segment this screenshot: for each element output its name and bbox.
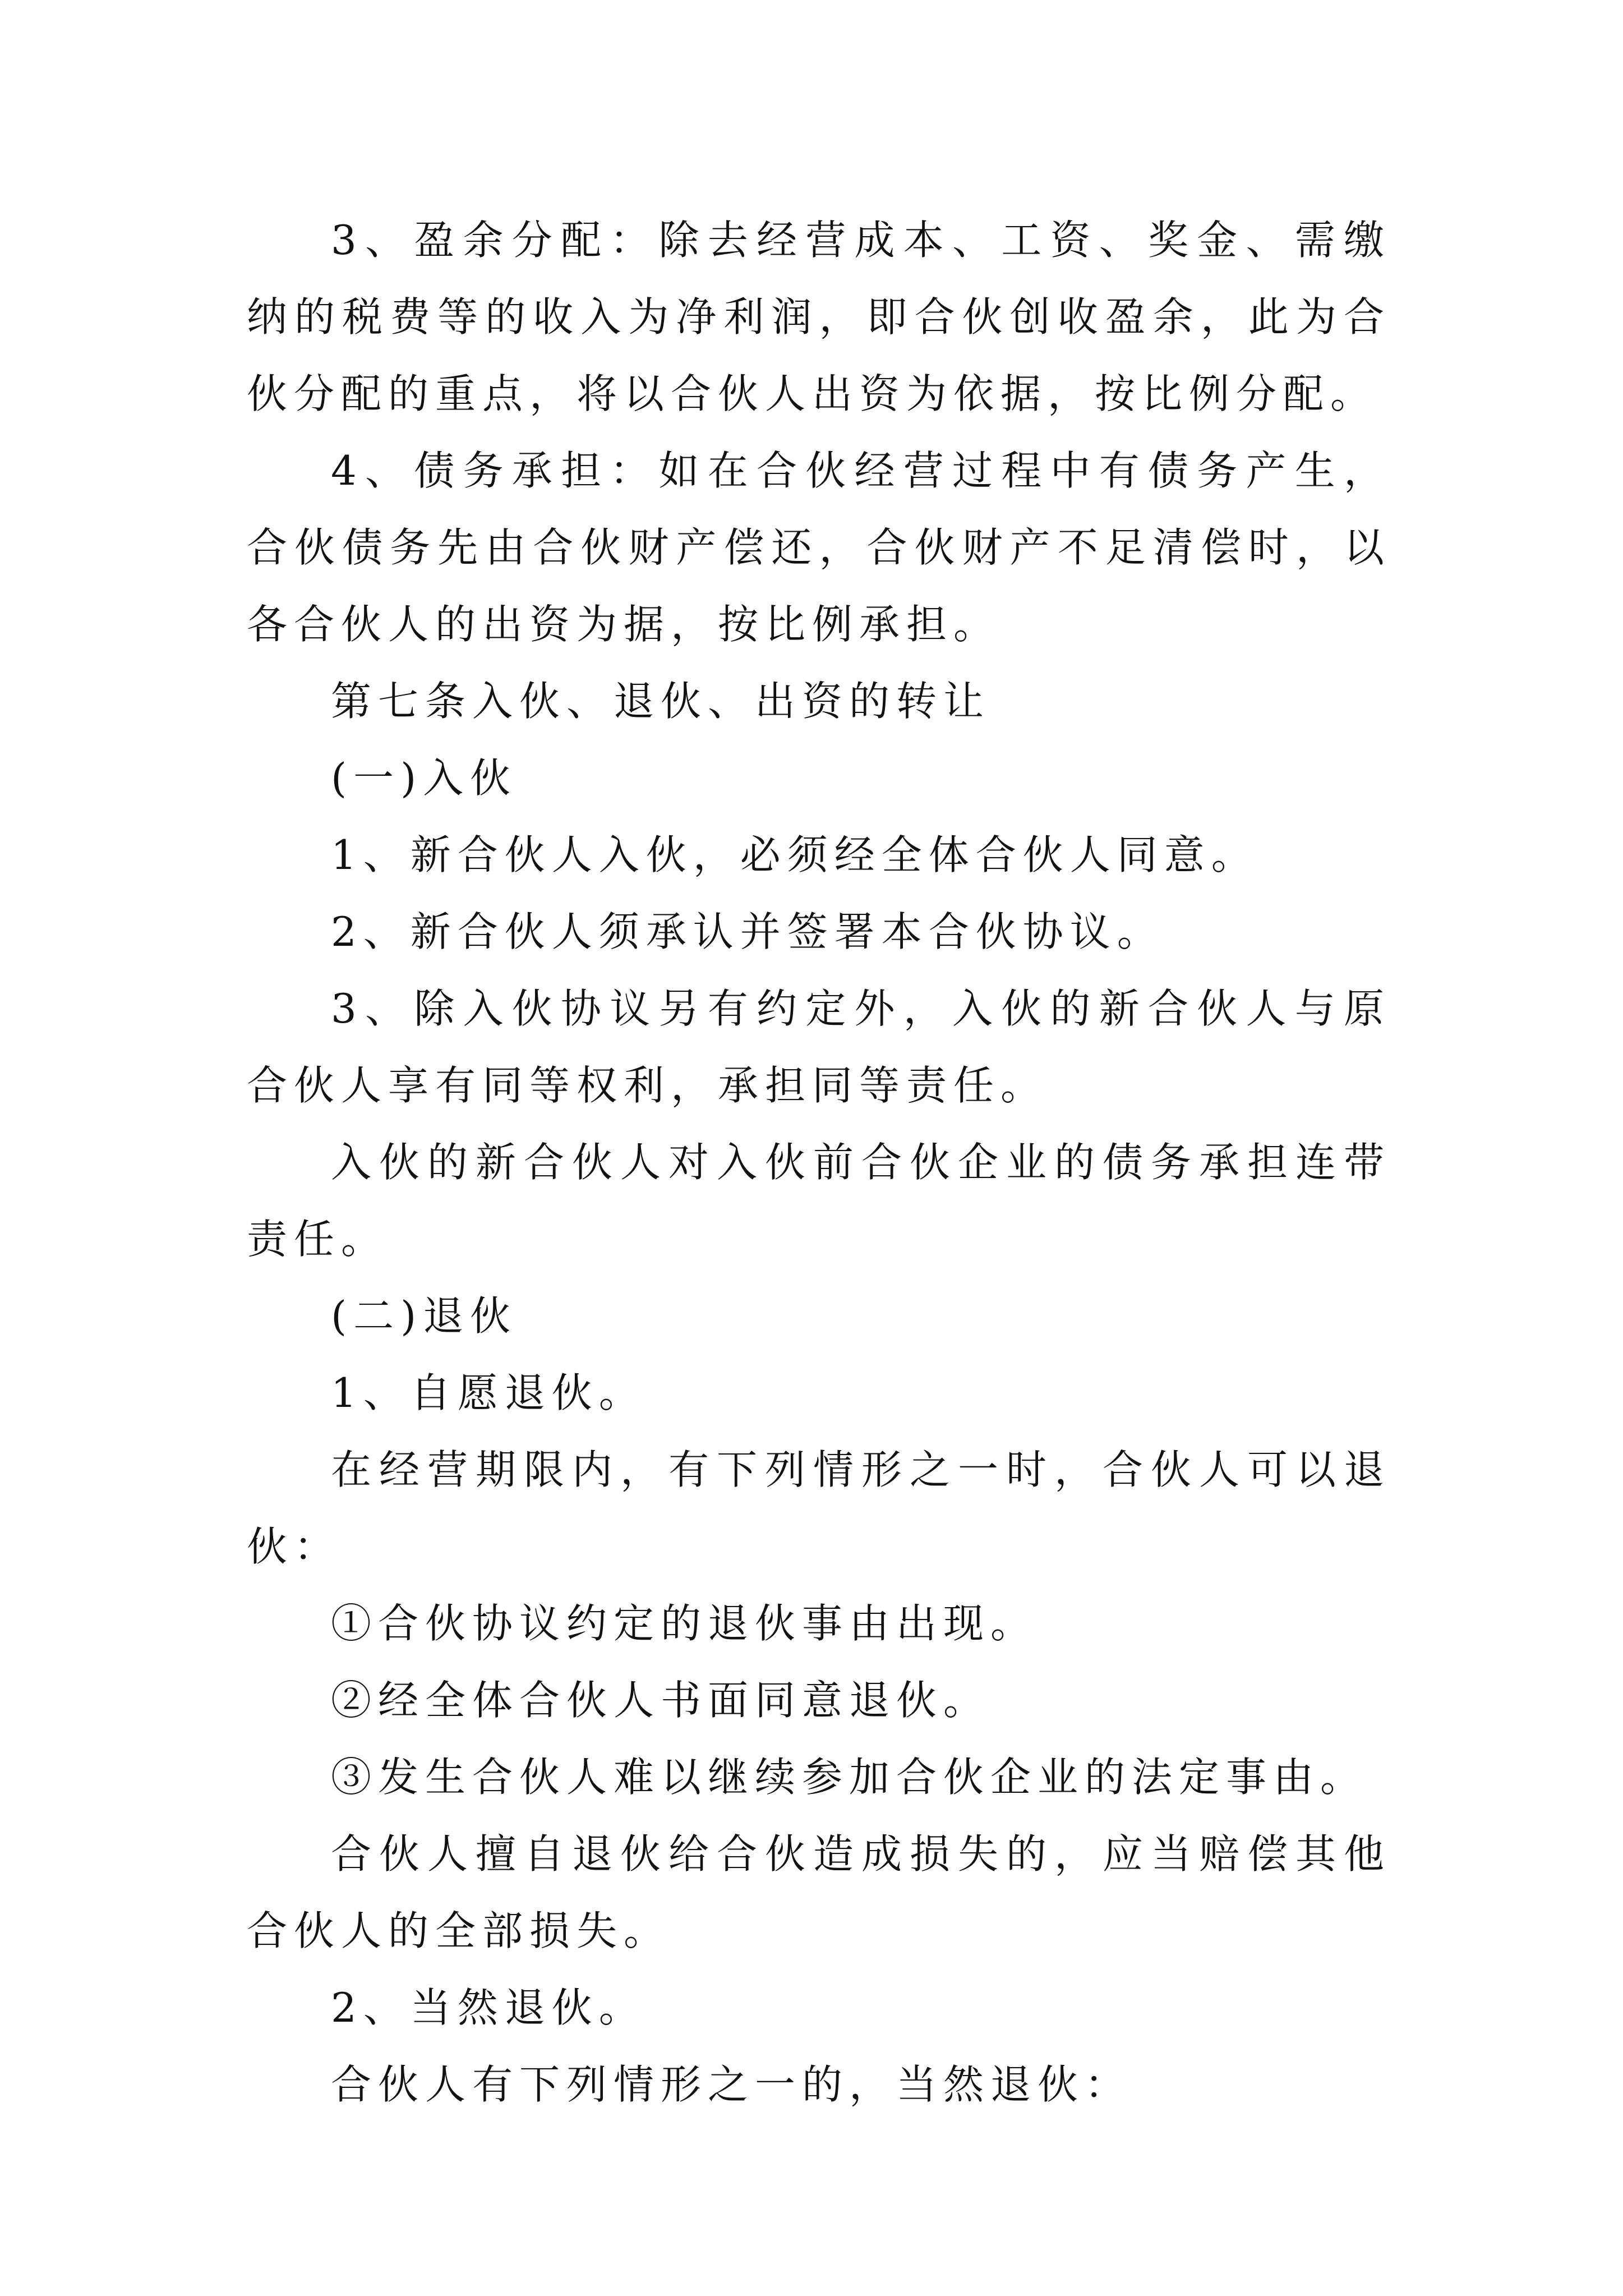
paragraph-admission-rights: 3、除入伙协议另有约定外，入伙的新合伙人与原合伙人享有同等权利，承担同等责任。	[247, 985, 1391, 1109]
paragraph-surplus-distribution: 3、盈余分配：除去经营成本、工资、奖金、需缴纳的税费等的收入为净利润，即合伙创收盈余，此为合伙分配的重点，将以合伙人出资为依据，按比例分配。	[247, 217, 1391, 417]
paragraph-admission-sign: 2、新合伙人须承认并签署本合伙协议。	[331, 908, 1164, 955]
document-body	[247, 202, 1391, 2123]
paragraph-voluntary-withdrawal: 1、自愿退伙。	[331, 1369, 646, 1416]
list-item-condition-2: ②经全体合伙人书面同意退伙。	[331, 1677, 991, 1724]
paragraph-withdrawal-conditions: 在经营期限内，有下列情形之一时，合伙人可以退伙：	[247, 1446, 1391, 1570]
article-seven-heading: 第七条入伙、退伙、出资的转让	[331, 678, 991, 725]
paragraph-automatic-withdrawal: 2、当然退伙。	[331, 1984, 646, 2031]
section-withdrawal-heading: (二)退伙	[331, 1292, 518, 1340]
paragraph-unauthorized-withdrawal: 合伙人擅自退伙给合伙造成损失的，应当赔偿其他合伙人的全部损失。	[247, 1830, 1391, 1954]
paragraph-admission-consent: 1、新合伙人入伙，必须经全体合伙人同意。	[331, 831, 1258, 878]
section-admission-heading: (一)入伙	[331, 754, 518, 802]
paragraph-debt-bearing: 4、债务承担：如在合伙经营过程中有债务产生，合伙债务先由合伙财产偿还，合伙财产不足清偿时，以各合伙人的出资为据，按比例承担。	[247, 447, 1391, 648]
paragraph-admission-liability: 入伙的新合伙人对入伙前合伙企业的债务承担连带责任。	[247, 1139, 1391, 1263]
list-item-condition-1: ①合伙协议约定的退伙事由出现。	[331, 1600, 1038, 1647]
paragraph-automatic-conditions: 合伙人有下列情形之一的，当然退伙：	[331, 2061, 1132, 2108]
list-item-condition-3: ③发生合伙人难以继续参加合伙企业的法定事由。	[331, 1754, 1368, 1801]
